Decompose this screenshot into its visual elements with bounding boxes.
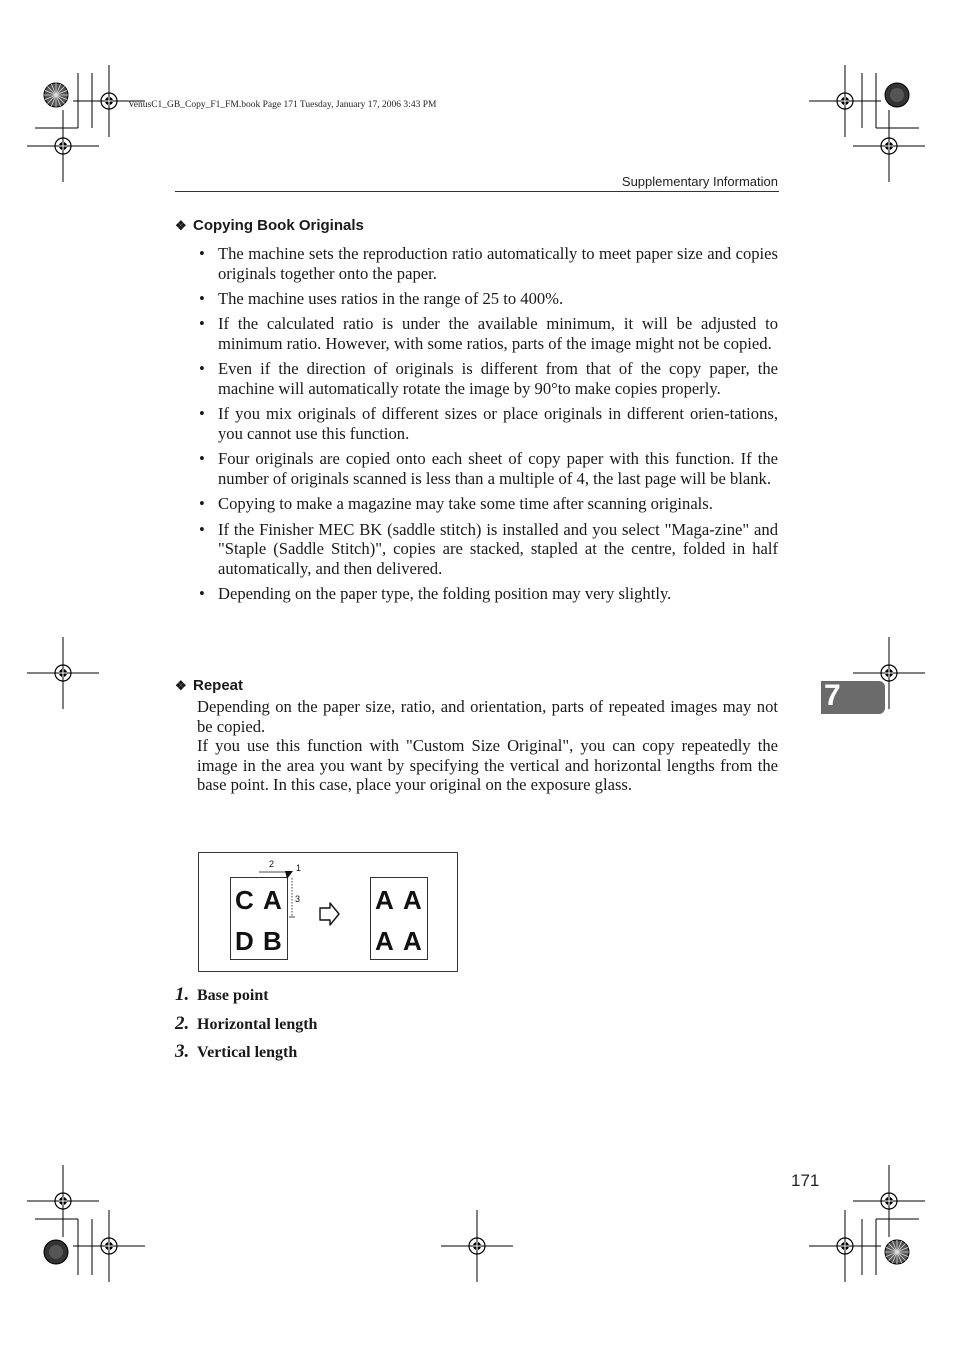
bullet-icon: •	[199, 449, 205, 469]
bullet-icon: •	[199, 359, 205, 379]
list-item	[197, 520, 778, 579]
list-item	[197, 404, 778, 443]
legend-item	[175, 1013, 317, 1035]
list-item-text: Depending on the paper type, the folding position may very slightly.	[218, 584, 672, 604]
list-item-text: If the Finisher MEC BK (saddle stitch) is installed and you select "Maga-zine" and "Staple (Saddle Stitch)", copies are stacked, stapled at the centre, folded in half automatically, and then delivered.	[218, 519, 778, 578]
list-item-text: The machine sets the reproduction ratio automatically to meet paper size and copies originals together onto the paper.	[218, 244, 778, 283]
section-heading-copying-book-originals	[175, 217, 364, 234]
diamond-bullet-icon: ❖	[175, 678, 187, 693]
list-item-text: If you mix originals of different sizes or place originals in different orien-tations, you cannot use this function.	[218, 404, 778, 443]
legend-label: Vertical length	[197, 1044, 298, 1061]
section-title: Copying Book Originals	[193, 217, 364, 234]
chapter-number: 7	[824, 679, 841, 712]
repeat-paragraph-2: If you use this function with "Custom Size Original", you can copy repeatedly the image in the area you want by specifying the vertical and horizontal lengths from the base point. In this case, place your original on the exposure glass.	[197, 736, 778, 795]
list-item	[197, 494, 778, 514]
bullet-icon: •	[199, 584, 205, 604]
bullet-icon: •	[199, 288, 205, 308]
list-item-text: Four originals are copied onto each sheet of copy paper with this function. If the number of originals scanned is less than a multiple of 4, the last page will be blank.	[218, 449, 778, 488]
page-number: 171	[791, 1171, 820, 1190]
original-letter: A	[263, 885, 282, 915]
legend-item	[175, 984, 269, 1006]
list-item-text: The machine uses ratios in the range of 25 to 400%.	[218, 288, 564, 308]
list-item-text: Even if the direction of originals is different from that of the copy paper, the machine will automatically rotate the image by 90°to make copies properly.	[218, 359, 778, 398]
print-metadata: VenusC1_GB_Copy_F1_FM.book Page 171 Tuesday, January 17, 2006 3:43 PM	[128, 100, 437, 110]
bullet-icon: •	[199, 494, 205, 514]
list-item	[197, 289, 778, 309]
result-letter: A	[403, 926, 422, 956]
repeated-copy	[370, 877, 428, 960]
callout-2: 2	[269, 859, 275, 869]
list-item	[197, 244, 778, 283]
section-heading-repeat	[175, 677, 243, 694]
result-letter: A	[403, 885, 422, 915]
result-letter: A	[375, 926, 394, 956]
repeat-paragraph-1: Depending on the paper size, ratio, and orientation, parts of repeated images may not be copied.	[197, 697, 778, 736]
list-item	[197, 314, 778, 353]
legend-label: Horizontal length	[197, 1016, 318, 1033]
bullet-icon: •	[199, 314, 205, 334]
list-item	[197, 449, 778, 488]
section-title: Repeat	[193, 677, 244, 694]
legend-number: 1.	[175, 984, 190, 1005]
list-item	[197, 359, 778, 398]
repeat-illustration	[198, 852, 458, 972]
header-rule	[175, 191, 779, 192]
callout-3: 3	[295, 894, 301, 904]
legend-item	[175, 1041, 297, 1063]
running-header: Supplementary Information	[621, 174, 778, 189]
original-letter: B	[263, 926, 282, 956]
list-item-text: Copying to make a magazine may take some time after scanning originals.	[218, 494, 713, 514]
bullet-icon: •	[199, 244, 205, 263]
bullet-icon: •	[199, 519, 205, 539]
diamond-bullet-icon: ❖	[175, 218, 187, 233]
bullet-icon: •	[199, 404, 205, 424]
legend-number: 2.	[175, 1013, 190, 1034]
list-item-text: If the calculated ratio is under the available minimum, it will be adjusted to minimum ratio. However, with some ratios, parts of the image might not be copied.	[218, 314, 778, 353]
list-item	[197, 584, 778, 604]
callout-1: 1	[296, 863, 302, 873]
result-letter: A	[375, 885, 394, 915]
legend-number: 3.	[175, 1041, 190, 1062]
legend-label: Base point	[197, 987, 269, 1004]
original-letter: D	[235, 926, 254, 956]
chapter-tab	[821, 681, 885, 714]
bullet-list	[197, 244, 778, 610]
original-letter: C	[235, 885, 254, 915]
